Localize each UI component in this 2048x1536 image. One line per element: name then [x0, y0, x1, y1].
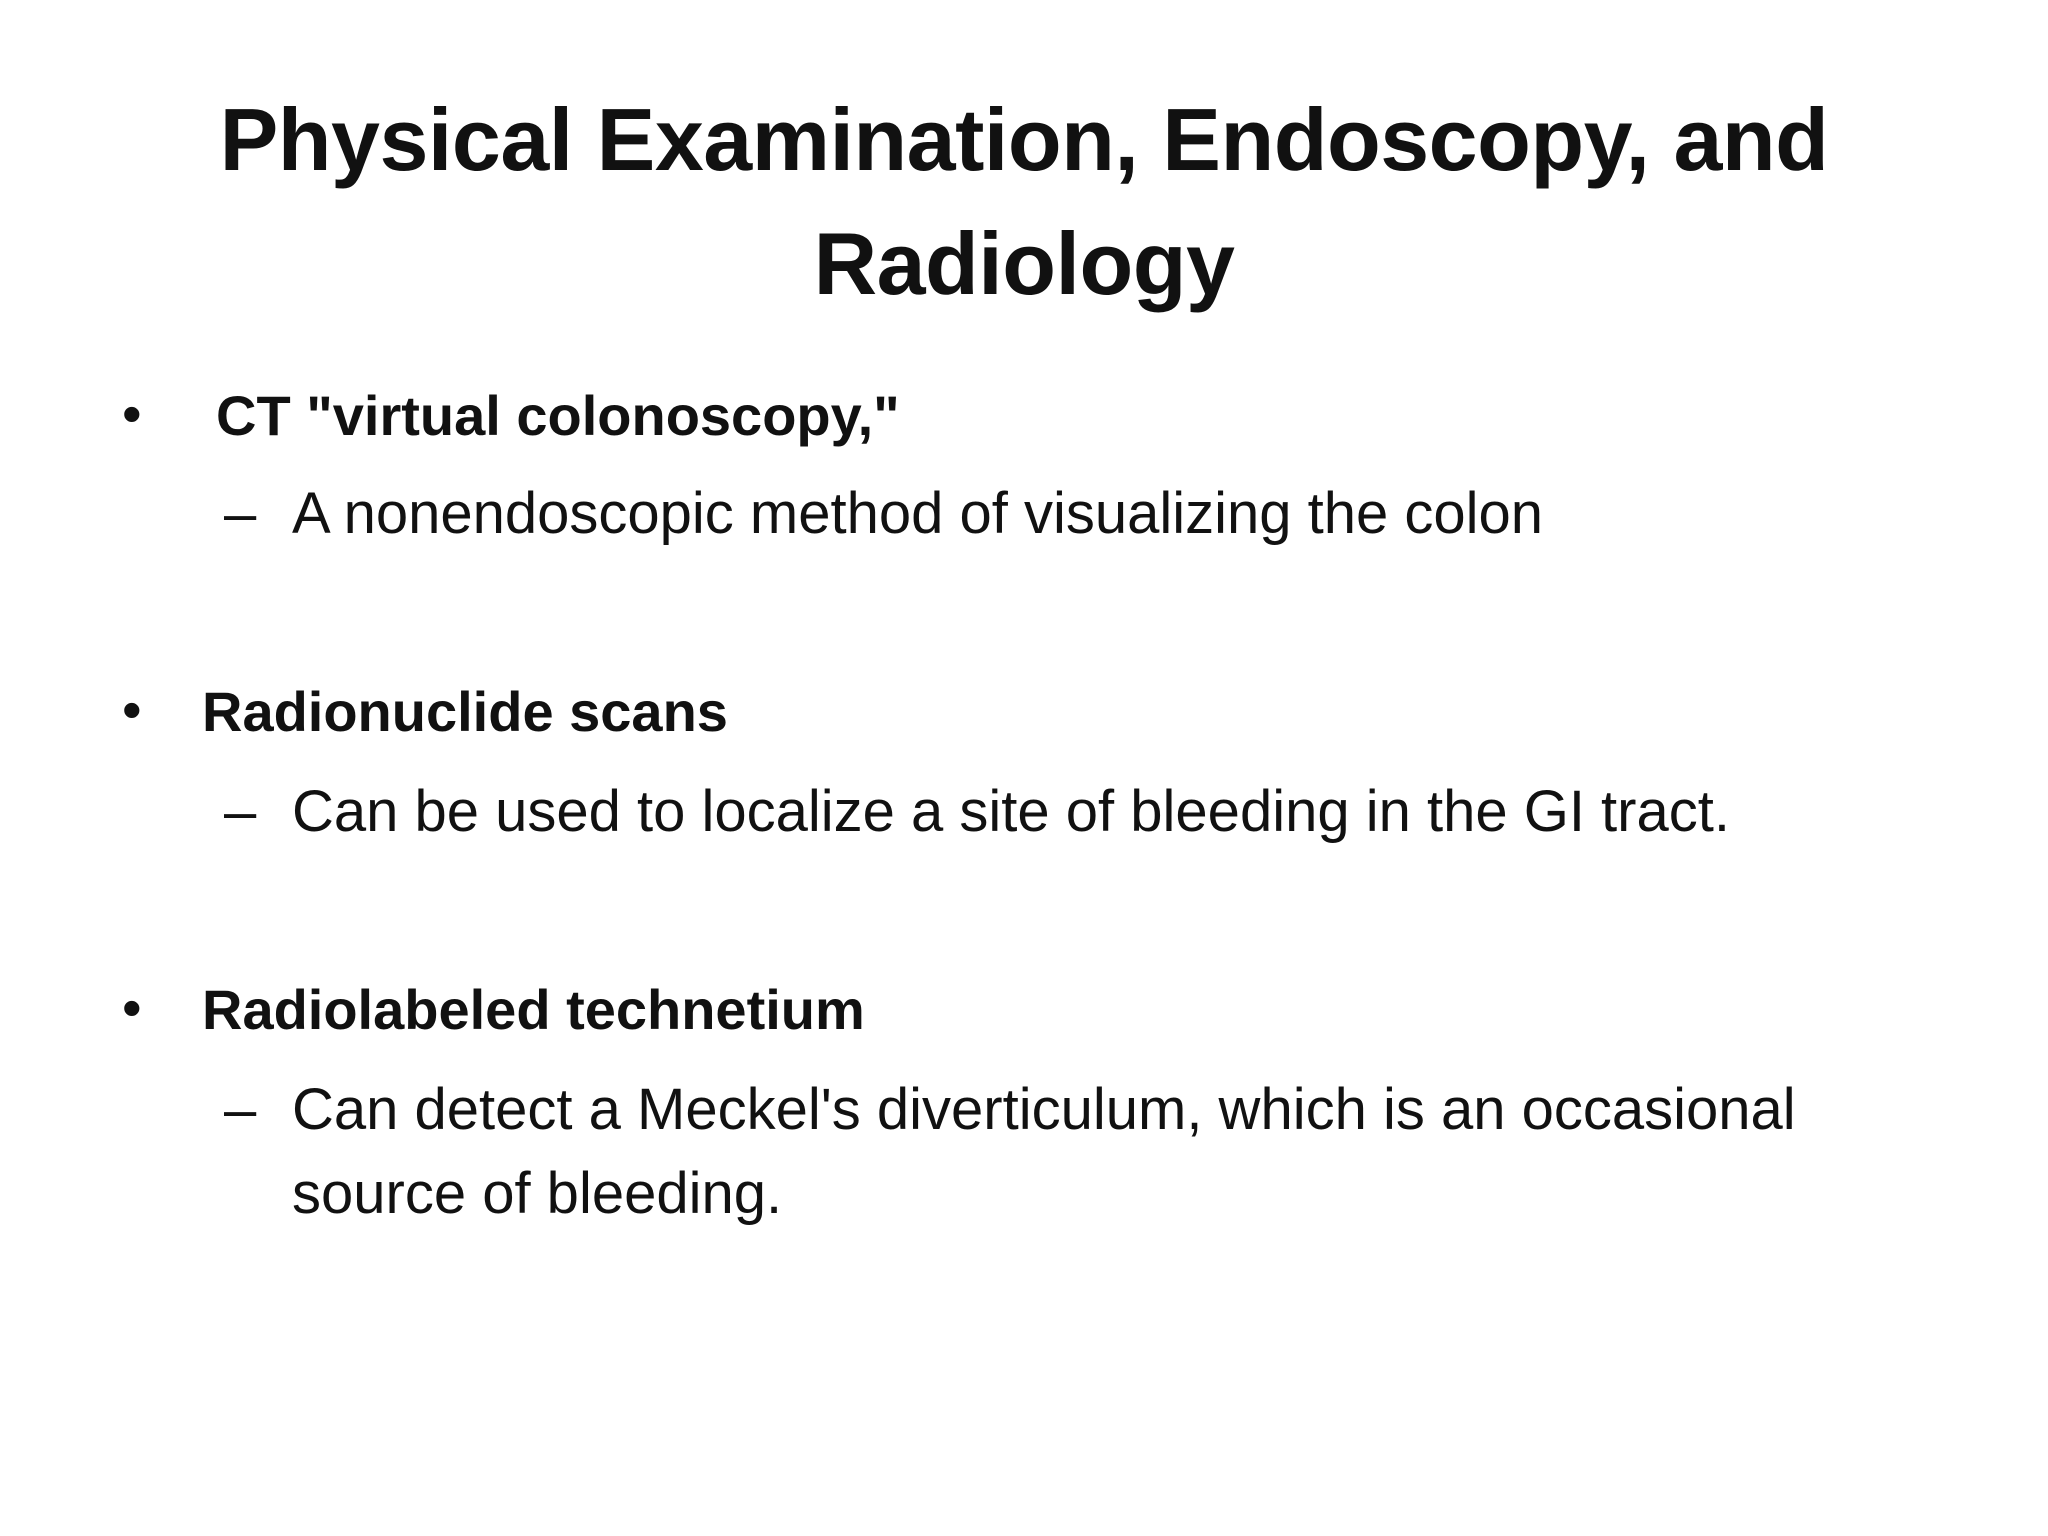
sub-bullet-text: A nonendoscopic method of visualizing the colon [292, 481, 1544, 546]
bullet-heading: CT "virtual colonoscopy," [216, 384, 900, 447]
bullet-heading: Radionuclide scans [202, 680, 728, 743]
sub-bullet-marker: – [224, 481, 257, 546]
bullet-marker: • [122, 976, 142, 1039]
bullet-marker: • [122, 382, 142, 445]
bullet-heading: Radiolabeled technetium [202, 978, 865, 1041]
slide-title-line-1: Physical Examination, Endoscopy, and [219, 90, 1829, 189]
bullet-marker: • [122, 678, 142, 741]
slide-title [0, 78, 2048, 326]
sub-bullet-marker: – [224, 1077, 257, 1142]
sub-bullet-marker: – [224, 779, 257, 844]
sub-bullet-text: Can be used to localize a site of bleeding in the GI tract. [292, 779, 1730, 844]
slide-title-line-2: Radiology [813, 214, 1235, 313]
sub-bullet-text: Can detect a Meckel's diverticulum, which is an occasional source of bleeding. [292, 1077, 1796, 1226]
